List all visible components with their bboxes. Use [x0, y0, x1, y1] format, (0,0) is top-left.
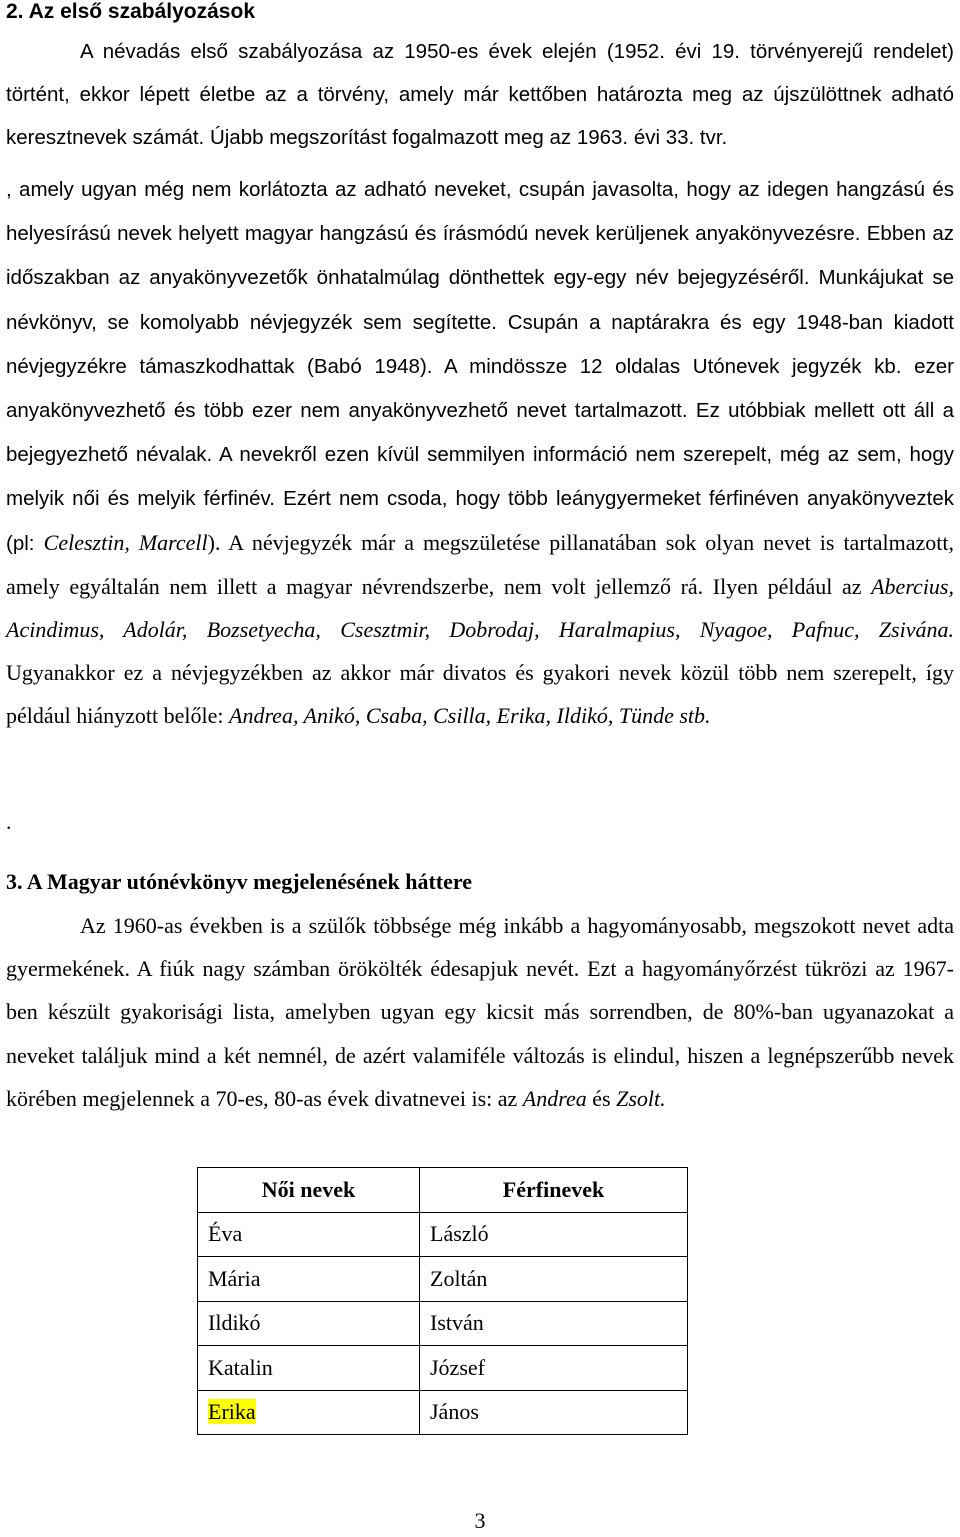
italic-name-zsolt: Zsolt. — [616, 1085, 666, 1111]
names-table — [197, 1167, 688, 1435]
male-name-cell: László — [420, 1212, 688, 1257]
table-row — [198, 1212, 688, 1257]
para-2-middle-text-2: Ugyanakkor ez a névjegyzékben az akkor már divatos és gyakori nevek közül több nem szerepelt, így például hiányzott belőle: — [6, 660, 954, 729]
section-2-paragraph-2 — [6, 167, 954, 738]
para-2-italic-names-3: Andrea, Anikó, Csaba, Csilla, Erika, Ildikó, Tünde stb. — [229, 703, 711, 729]
section-2-heading: 2. Az első szabályozások — [6, 0, 255, 23]
section-3-paragraph — [6, 904, 954, 1120]
section-3-text: Az 1960-as években is a szülők többsége még inkább a hagyományosabb, megszokott nevet adta gyermekének. A fiúk nagy számban örökölték édesapjuk nevét. Ezt a hagyományőrzést tükrözi az 1967-ben készült gyakorisági lista, amelyben ugyan egy kicsit más sorrendben, de 80%-ban ugyanazokat a neveket találjuk mind a két nemnél, de azért valamiféle változás is elindul, hiszen a legnépszerűbb nevek körében megjelennek a 70-es, 80-as évek divatnevei is: az — [6, 913, 954, 1111]
table-row — [198, 1257, 688, 1302]
highlighted-name: Erika — [208, 1399, 256, 1425]
table-row — [198, 1390, 688, 1435]
male-name-cell: József — [420, 1346, 688, 1391]
page-number: 3 — [474, 1508, 486, 1533]
stray-dot: . — [6, 809, 12, 834]
female-name-cell: Katalin — [198, 1346, 420, 1391]
header-female-names: Női nevek — [198, 1168, 420, 1213]
table-header-row — [198, 1168, 688, 1213]
section-3-heading: 3. A Magyar utónévkönyv megjelenésének háttere — [6, 869, 473, 894]
para-2-middle-text-1: ). A névjegyzék már a megszületése pillanatában sok olyan nevet is tartalmazott, amely egyáltalán nem illett a magyar névrendszerbe, nem volt jellemző rá. Ilyen például az — [6, 529, 954, 599]
header-male-names: Férfinevek — [420, 1168, 688, 1213]
male-name-cell: János — [420, 1390, 688, 1435]
section-2-paragraph-1: A névadás első szabályozása az 1950-es évek elején (1952. évi 19. törvényerejű rendelet) történt, ekkor lépett életbe az a törvény, amely már kettőben határozta meg az újszülöttnek adható keresztnevek számát. Újabb megszorítást fogalmazott meg az 1963. évi 33. tvr. — [6, 40, 954, 150]
italic-name-andrea: Andrea — [522, 1085, 587, 1111]
male-name-cell: Zoltán — [420, 1257, 688, 1302]
female-name-cell — [198, 1390, 420, 1435]
table-row — [198, 1346, 688, 1391]
female-name-cell: Ildikó — [198, 1301, 420, 1346]
table-row — [198, 1301, 688, 1346]
para-2-start-text: , amely ugyan még nem korlátozta az adható neveket, csupán javasolta, hogy az idegen hangzású és helyesírású nevek helyett magyar hangzású és írásmódú nevek kerüljenek anyakönyvezésre. Ebben az időszakban az anyakönyvezetők önhatalmúlag dönthettek egy-egy név bejegyzéséről. Munkájukat se névkönyv, se komolyabb névjegyzék sem segítette. Csupán a naptárakra és egy 1948-ban kiadott névjegyzékre támaszkodhattak (Babó 1948). A mindössze 12 oldalas Utónevek jegyzék kb. ezer anyakönyvezhető és több ezer nem anyakönyvezhető nevet tartalmazott. Ez utóbbiak mellett ott áll a bejegyezhető névalak. A nevekről ezen kívül semmilyen információ nem szerepelt, még az sem, hogy melyik női és melyik férfinév. Ezért nem csoda, hogy több leánygyermeket férfinéven anyakönyveztek (pl: — [6, 178, 954, 555]
male-name-cell: István — [420, 1301, 688, 1346]
conjunction-text: és — [586, 1085, 617, 1111]
para-2-italic-names-1: Celesztin, Marcell — [43, 529, 208, 555]
female-name-cell: Éva — [198, 1212, 420, 1257]
para-2-italic-names-2: Abercius, Acindimus, Adolár, Bozsetyecha, Csesztmir, Dobrodaj, Haralmapius, Nyagoe, Pafnuc, Zsivána. — [6, 573, 954, 643]
female-name-cell: Mária — [198, 1257, 420, 1302]
